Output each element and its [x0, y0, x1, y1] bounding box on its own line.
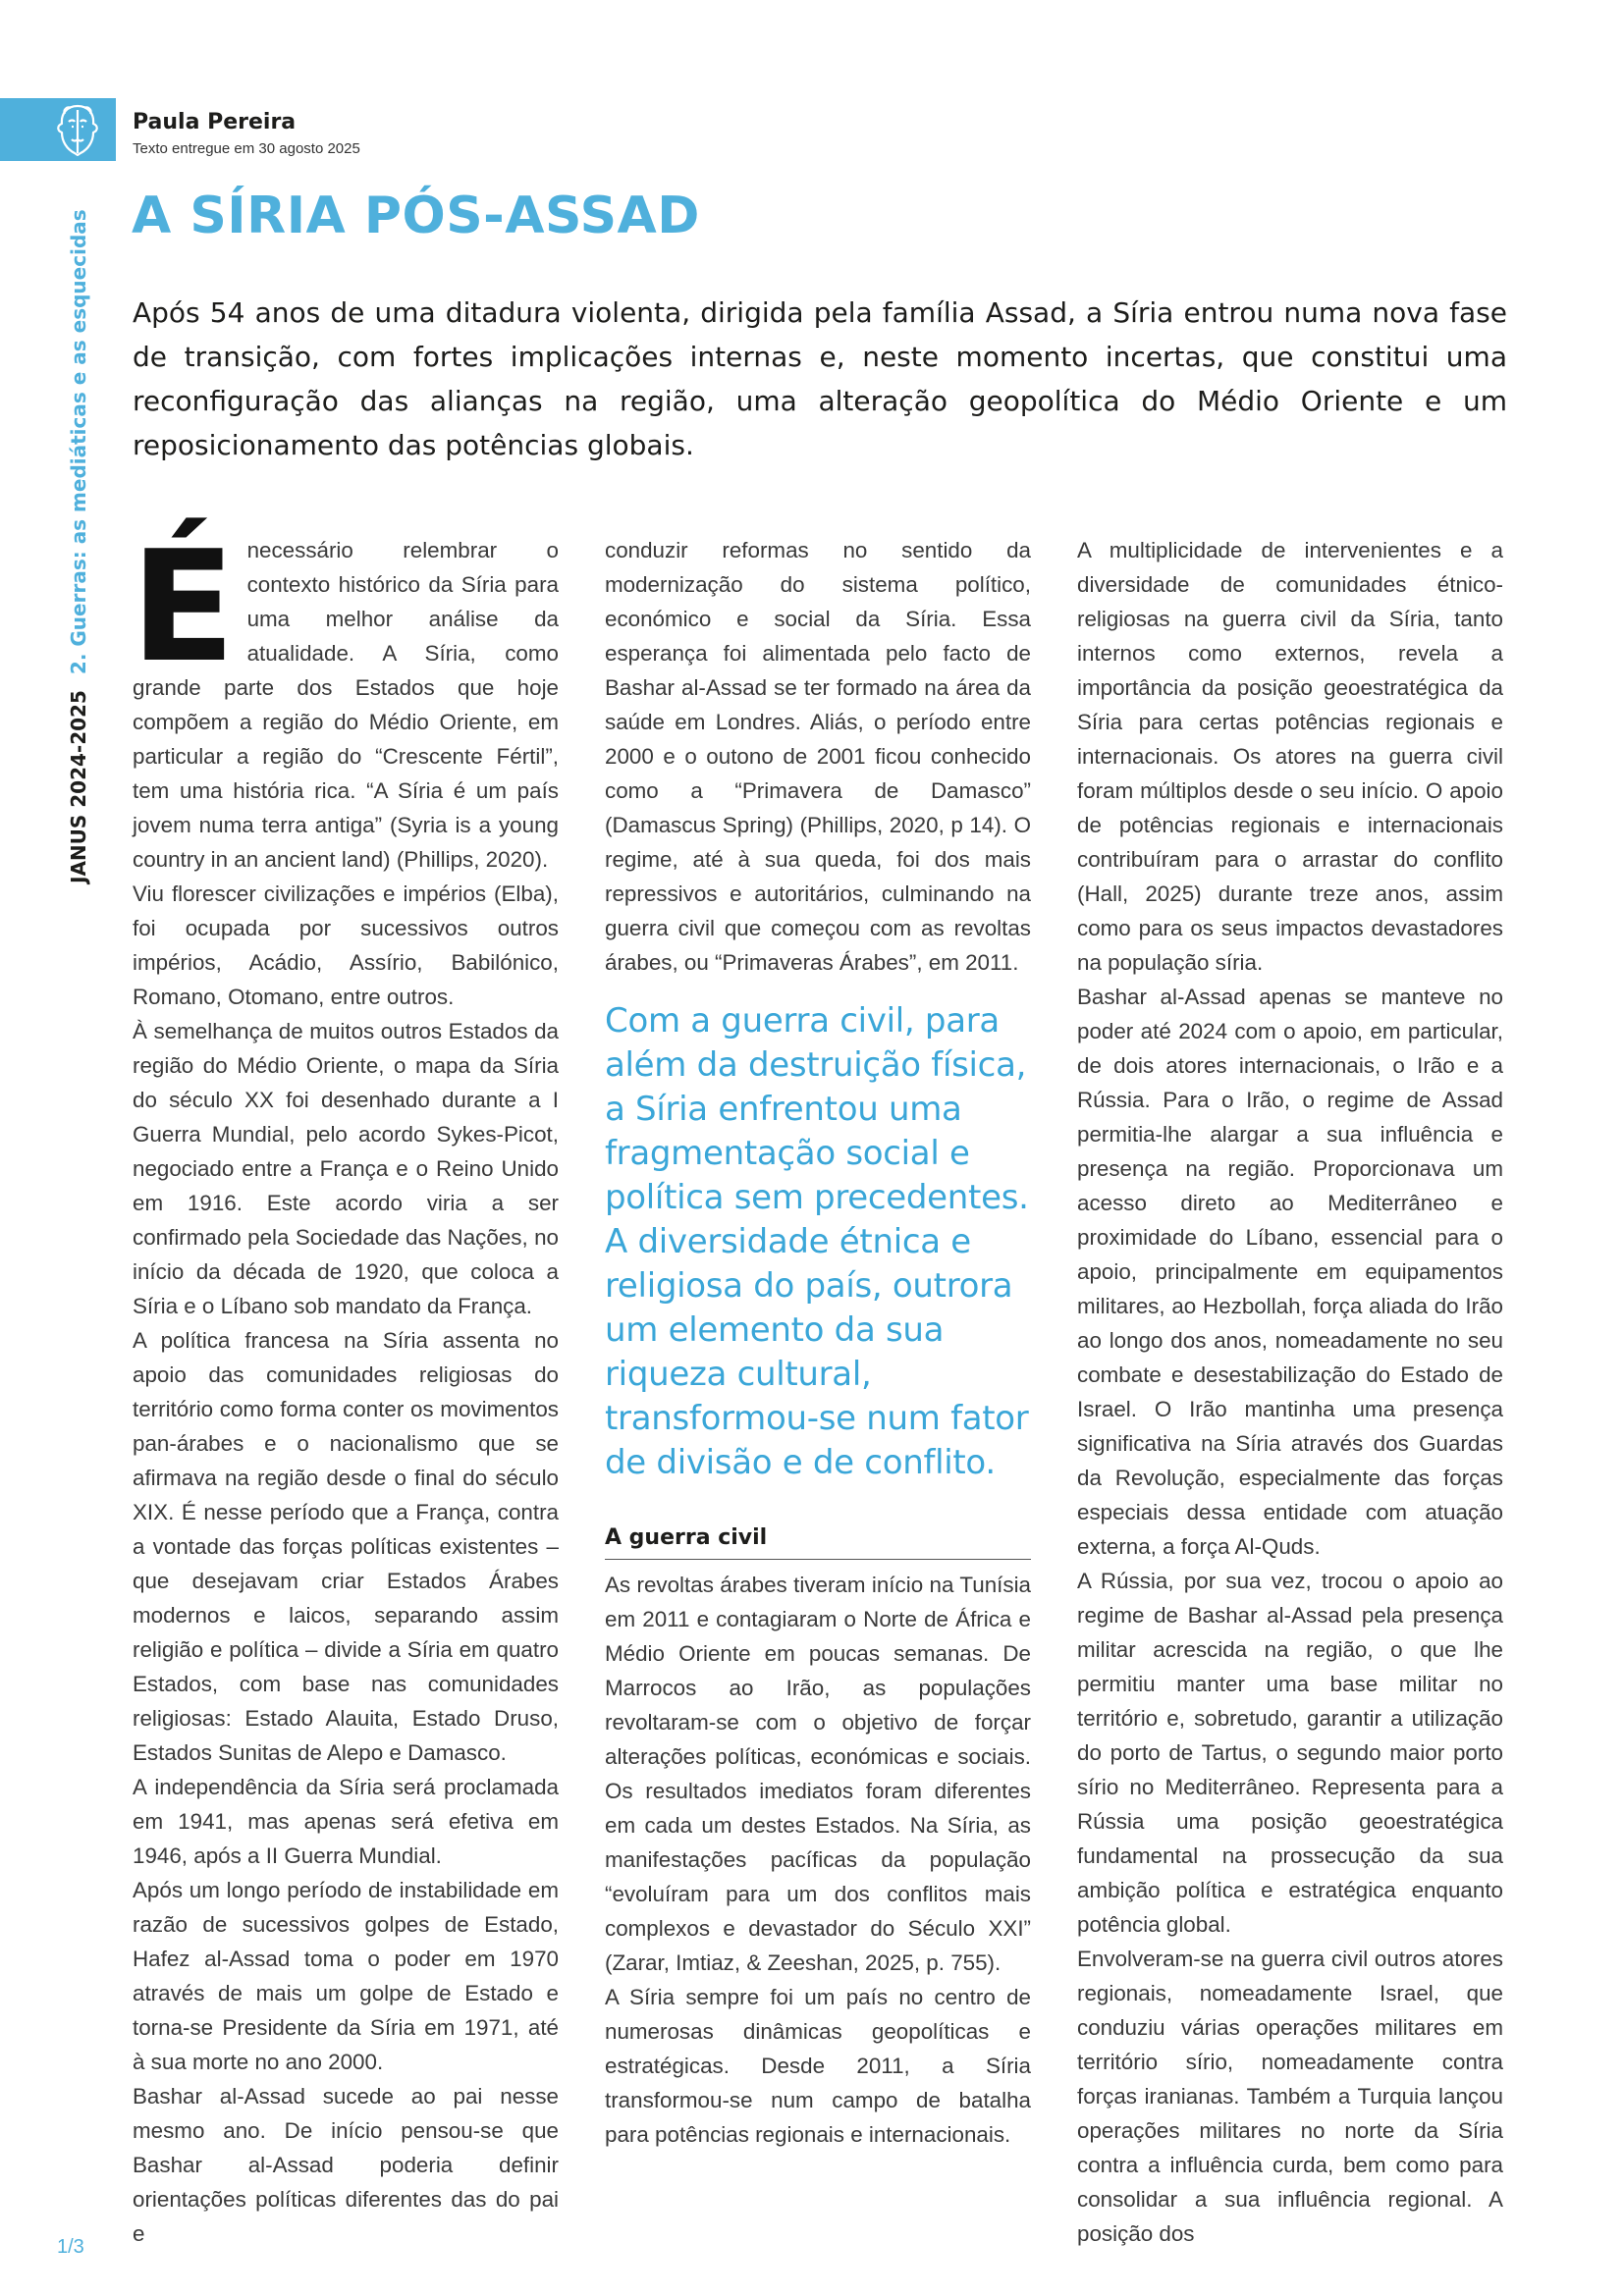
paragraph: As revoltas árabes tiveram início na Tunísia em 2011 e contagiaram o Norte de África e Médio Oriente em poucas semanas. De Marrocos ao Irão, as populações revoltaram-se com o objetivo de forçar alterações políticas, económicas e sociais. Os resultados imediatos foram diferentes em cada um destes Estados. Na Síria, as manifestações pacíficas da população “evoluíram para um dos conflitos mais complexos e devastador do Século XXI” (Zarar, Imtiaz, & Zeeshan, 2025, p. 755).: [605, 1573, 1031, 1975]
paragraph: Bashar al-Assad sucede ao pai nesse mesmo ano. De início pensou-se que Bashar al-Assad poderia definir orientações políticas diferentes das do pai e: [133, 2084, 559, 2246]
column-3: [1077, 533, 1503, 2251]
article-title: A SÍRIA PÓS-ASSAD: [132, 187, 700, 245]
paragraph: A política francesa na Síria assenta no apoio das comunidades religiosas do território como forma conter os movimentos pan-árabes e o nacionalismo que se afirmava na região desde o final do século XIX. É nesse período que a França, contra a vontade das forças políticas existentes – que desejavam criar Estados Árabes modernos e laicos, separando assim religião e política – divide a Síria em quatro Estados, com base nas comunidades religiosas: Estado Alauita, Estado Druso, Estados Sunitas de Alepo e Damasco.: [133, 1328, 559, 1765]
delivery-date: Texto entregue em 30 agosto 2025: [133, 140, 360, 157]
paragraph: [131, 517, 559, 877]
paragraph: Bashar al-Assad apenas se manteve no poder até 2024 com o apoio, em particular, de dois atores internacionais, o Irão e a Rússia. Para o Irão, o regime de Assad permitia-lhe alargar a sua influência e presença na região. Proporcionava um acesso direto ao Mediterrâneo e proximidade do Líbano, essencial para o apoio, principalmente em equipamentos militares, ao Hezbollah, força aliada do Irão ao longo dos anos, nomeadamente no seu combate e desestabilização do Estado de Israel. O Irão mantinha uma presença significativa na Síria através dos Guardas da Revolução, especialmente das forças especiais dessa entidade com atuação externa, a força Al-Quds.: [1077, 985, 1503, 1559]
column-1: [131, 517, 559, 2251]
article-lead: Após 54 anos de uma ditadura violenta, dirigida pela família Assad, a Síria entrou numa nova fase de transição, com fortes implicações internas e, neste momento incertas, que constitui uma reconfiguração das alianças na região, uma alteração geopolítica do Médio Oriente e um reposicionamento das potências globais.: [133, 296, 1507, 461]
publication-label: JANUS 2024-2025: [67, 690, 90, 883]
janus-logo-icon: [45, 100, 110, 159]
paragraph: A Rússia, por sua vez, trocou o apoio ao regime de Bashar al-Assad pela presença militar acrescida na região, o que lhe permitiu manter uma base militar no território e, sobretudo, garantir a utilização do porto de Tartus, o segundo maior porto sírio no Mediterrâneo. Representa para a Rússia uma posição geoestratégica fundamental na prossecução da sua ambição política e estratégica enquanto potência global.: [1077, 1569, 1503, 1937]
paragraph: À semelhança de muitos outros Estados da região do Médio Oriente, o mapa da Síria do século XX foi desenhado durante a I Guerra Mundial, pelo acordo Sykes-Picot, negociado entre a França e o Reino Unido em 1916. Este acordo viria a ser confirmado pela Sociedade das Nações, no início da década de 1920, que coloca a Síria e o Líbano sob mandato da França.: [133, 1019, 559, 1318]
column-2: [605, 533, 1031, 2152]
section-label: 2. Guerras: as mediáticas e as esquecidas: [67, 209, 90, 675]
section-heading: A guerra civil: [605, 1521, 1031, 1560]
paragraph: Envolveram-se na guerra civil outros atores regionais, nomeadamente Israel, que conduziu várias operações militares em território sírio, nomeadamente contra forças iranianas. Também a Turquia lançou operações militares no norte da Síria contra a influência curda, bem como para consolidar a sua influência regional. A posição dos: [1077, 1947, 1503, 2246]
sidebar-vertical-label: [67, 209, 90, 883]
paragraph: Após um longo período de instabilidade em razão de sucessivos golpes de Estado, Hafez al-Assad toma o poder em 1970 através de mais um golpe de Estado e torna-se Presidente da Síria em 1971, até à sua morte no ano 2000.: [133, 1878, 559, 2074]
pull-quote: Com a guerra civil, para além da destruição física, a Síria enfrentou uma fragmentação social e política sem precedentes. A diversidade étnica e religiosa do país, outrora um elemento da sua riqueza cultural, transformou-se num fator de divisão e de conflito.: [605, 1001, 1029, 1482]
paragraph: A multiplicidade de intervenientes e a diversidade de comunidades étnico-religiosas na guerra civil da Síria, tanto internos como externos, revela a importância da posição geoestratégica da Síria para certas potências regionais e internacionais. Os atores na guerra civil foram múltiplos desde o seu início. O apoio de potências regionais e internacionais contribuíram para o arrastar do conflito (Hall, 2025) durante treze anos, assim como para os seus impactos devastadores na população síria.: [1077, 538, 1503, 975]
paragraph: conduzir reformas no sentido da modernização do sistema político, económico e social da Síria. Essa esperança foi alimentada pelo facto de Bashar al-Assad se ter formado na área da saúde em Londres. Aliás, o período entre 2000 e o outono de 2001 ficou conhecido como a “Primavera de Damasco” (Damascus Spring) (Phillips, 2020, p 14). O regime, até à sua queda, foi dos mais repressivos e autoritários, culminando na guerra civil que começou com as revoltas árabes, ou “Primaveras Árabes”, em 2011.: [605, 538, 1031, 975]
paragraph-text: necessário relembrar o contexto histórico da Síria para uma melhor análise da atualidade. A Síria, como grande parte dos Estados que hoje compõem a região do Médio Oriente, em particular a região do “Crescente Fértil”, tem uma história rica. “A Síria é um país jovem numa terra antiga” (Syria is a young country in an ancient land) (Phillips, 2020).: [133, 538, 559, 872]
page-number: 1/3: [57, 2236, 84, 2258]
paragraph: A independência da Síria será proclamada em 1941, mas apenas será efetiva em 1946, após a II Guerra Mundial.: [133, 1775, 559, 1868]
author-name: Paula Pereira: [133, 110, 297, 134]
drop-cap: É: [131, 517, 236, 696]
paragraph: A Síria sempre foi um país no centro de numerosas dinâmicas geopolíticas e estratégicas. Desde 2011, a Síria transformou-se num campo de batalha para potências regionais e internacionais.: [605, 1985, 1031, 2147]
paragraph: Viu florescer civilizações e impérios (Elba), foi ocupada por sucessivos outros impérios, Acádio, Assírio, Babilónico, Romano, Otomano, entre outros.: [133, 881, 559, 1009]
